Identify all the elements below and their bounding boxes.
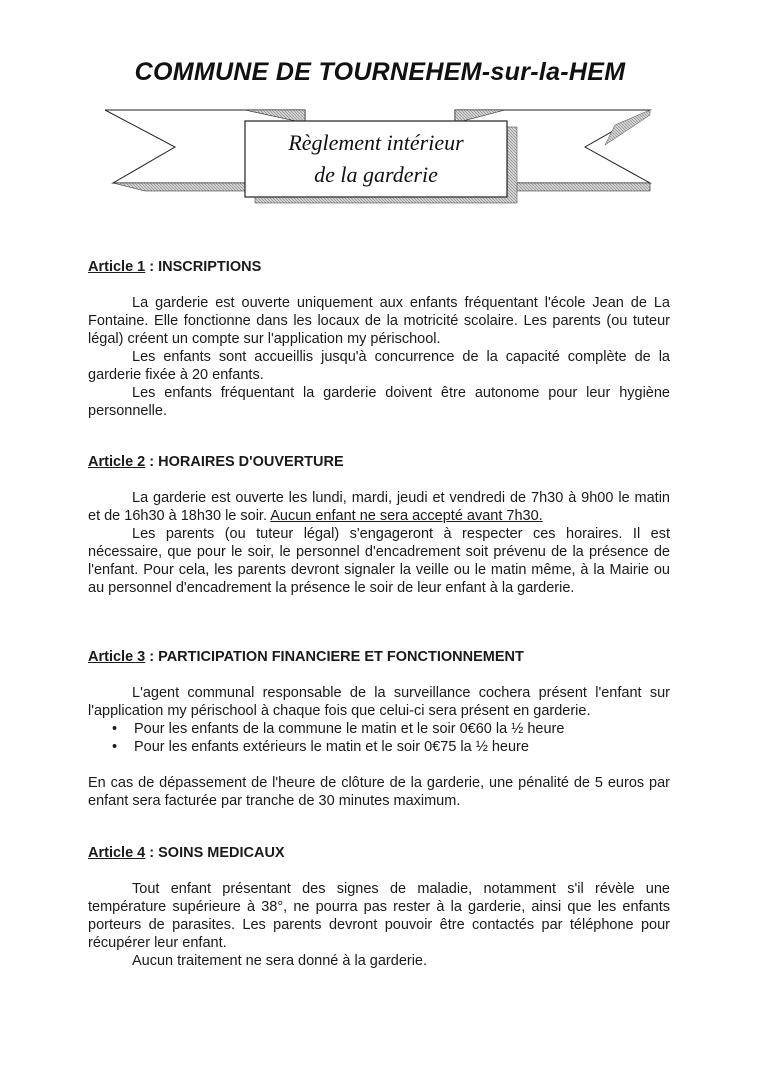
commune-title: COMMUNE DE TOURNEHEM-sur-la-HEM [134, 58, 626, 86]
article-1-paragraph-1: La garderie est ouverte uniquement aux enfants fréquentant l'école Jean de La Fontaine. Elle fonctionne dans les locaux de la motricité scolaire. Les parents (ou tuteur légal) créent un compte sur l'application my périschool. [88, 295, 670, 347]
article-4-paragraph-1: Tout enfant présentant des signes de maladie, notamment s'il révèle une température supérieure à 38°, ne pourra pas rester à la garderie, ainsi que les enfants porteurs de parasites. Les parents devront pouvoir être contactés par téléphone pour récupérer leur enfant. [88, 881, 670, 951]
article-1-title: : INSCRIPTIONS [145, 259, 262, 275]
article-2-p1-underlined: Aucun enfant ne sera accepté avant 7h30. [270, 508, 543, 524]
article-2-title: : HORAIRES D'OUVERTURE [145, 454, 344, 470]
article-1-paragraph-2: Les enfants sont accueillis jusqu'à concurrence de la capacité complète de la garderie fixée à 20 enfants. [88, 349, 670, 383]
article-1-paragraph-3: Les enfants fréquentant la garderie doivent être autonome pour leur hygiène personnelle. [88, 385, 670, 419]
list-item: • Pour les enfants de la commune le matin et le soir 0€60 la ½ heure [132, 720, 670, 738]
article-4-title: : SOINS MEDICAUX [145, 845, 285, 861]
banner-line-1: Règlement intérieur [288, 130, 464, 155]
article-4-label: Article 4 [88, 845, 146, 861]
article-2-paragraph-2: Les parents (ou tuteur légal) s'engageront à respecter ces horaires. Il est nécessaire, que pour le soir, le personnel d'encadrement soit prévenu de la présence de l'enfant. Pour cela, les parents devront signaler la veille ou le matin même, à la Mairie ou au personnel d'encadrement la présence le soir de leur enfant à la garderie. [88, 526, 670, 596]
article-3-heading [88, 648, 670, 666]
article-1 [88, 258, 670, 420]
article-1-label: Article 1 [88, 259, 146, 275]
article-4-paragraph-2: Aucun traitement ne sera donné à la garderie. [132, 953, 428, 969]
banner-title [246, 127, 506, 191]
article-2-paragraph-1 [88, 489, 670, 525]
article-2 [88, 453, 670, 597]
article-2-p1-text: La garderie est ouverte les lundi, mardi, jeudi et vendredi de 7h30 à 9h00 le matin et de 16h30 à 18h30 le soir. [88, 490, 670, 524]
article-3 [88, 648, 670, 810]
article-1-heading [88, 258, 670, 276]
article-3-title: : PARTICIPATION FINANCIERE ET FONCTIONNEMENT [145, 649, 524, 665]
article-3-paragraph-1: L'agent communal responsable de la surveillance cochera présent l'enfant sur l'application my périschool à chaque fois que celui-ci sera présent en garderie. [88, 685, 670, 719]
article-3-bullet-list [88, 720, 670, 756]
article-3-label: Article 3 [88, 649, 146, 665]
list-item: • Pour les enfants extérieurs le matin et le soir 0€75 la ½ heure [132, 738, 670, 756]
article-2-label: Article 2 [88, 454, 146, 470]
article-4-heading [88, 844, 670, 862]
article-2-heading [88, 453, 670, 471]
article-4 [88, 844, 670, 970]
article-3-paragraph-2: En cas de dépassement de l'heure de clôture de la garderie, une pénalité de 5 euros par enfant sera facturée par tranche de 30 minutes maximum. [88, 775, 670, 809]
banner-line-2: de la garderie [314, 162, 438, 187]
